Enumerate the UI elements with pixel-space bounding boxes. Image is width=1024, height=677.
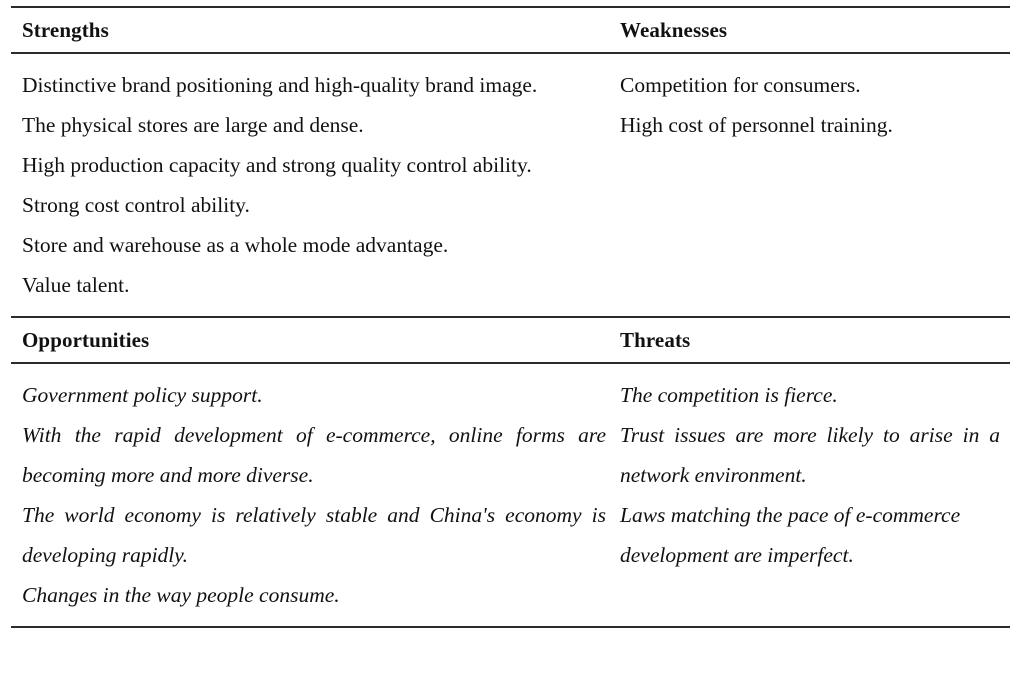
swot-table <box>11 6 1010 628</box>
weaknesses-item: High cost of personnel training. <box>620 113 893 137</box>
threats-item: Laws matching the pace of e-commerce development are imperfect. <box>620 503 961 567</box>
threats-title: Threats <box>620 328 691 352</box>
strengths-item: High production capacity and strong quality control ability. <box>22 153 532 177</box>
cell-threats <box>620 364 1010 586</box>
threats-item: The competition is fierce. <box>620 383 838 407</box>
body-row-strengths-weaknesses <box>11 54 1010 316</box>
strengths-item: Value talent. <box>22 273 130 297</box>
header-row-opportunities-threats <box>11 318 1010 362</box>
strengths-title: Strengths <box>22 18 109 42</box>
weaknesses-item: Competition for consumers. <box>620 73 861 97</box>
weaknesses-title: Weaknesses <box>620 18 728 42</box>
opportunities-title: Opportunities <box>22 328 150 352</box>
opportunities-item: Changes in the way people consume. <box>22 583 340 607</box>
header-cell-threats <box>620 318 1010 362</box>
header-cell-opportunities <box>11 318 620 362</box>
header-cell-weaknesses <box>620 8 1010 52</box>
opportunities-item: Government policy support. <box>22 383 263 407</box>
cell-weaknesses <box>620 54 1010 156</box>
strengths-item: Strong cost control ability. <box>22 193 250 217</box>
cell-strengths <box>11 54 620 316</box>
header-cell-strengths <box>11 8 620 52</box>
header-row-strengths-weaknesses <box>11 8 1010 52</box>
strengths-item: The physical stores are large and dense. <box>22 113 364 137</box>
cell-opportunities <box>11 364 620 626</box>
body-row-opportunities-threats <box>11 364 1010 626</box>
threats-item: Trust issues are more likely to arise in a network environment. <box>620 423 1000 487</box>
strengths-item: Store and warehouse as a whole mode advantage. <box>22 233 449 257</box>
table-bottom-rule <box>11 626 1010 628</box>
opportunities-item: The world economy is relatively stable and China's economy is developing rapidly. <box>22 503 606 567</box>
strengths-item: Distinctive brand positioning and high-quality brand image. <box>22 73 538 97</box>
opportunities-item: With the rapid development of e-commerce, online forms are becoming more and more diverse. <box>22 423 606 487</box>
